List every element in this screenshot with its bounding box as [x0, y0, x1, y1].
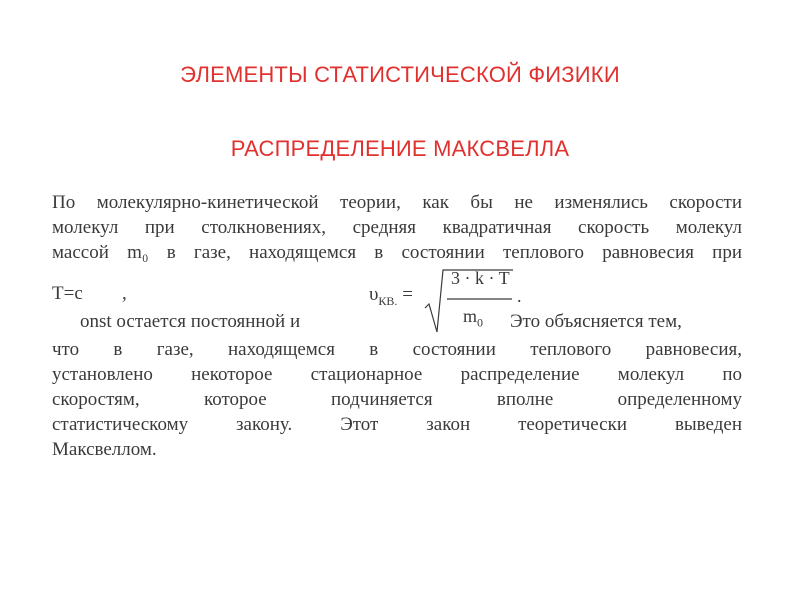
comma-fragment: ,: [122, 283, 127, 304]
paragraph-2-line: скоростям, которое подчиняется вполне определенному: [52, 389, 742, 410]
paragraph-1-line: молекул при столкновениях, средняя квадратичная скорость молекул: [52, 217, 742, 238]
paragraph-2: [52, 337, 742, 462]
paragraph-1: [52, 190, 742, 265]
slide-title: ЭЛЕМЕНТЫ СТАТИСТИЧЕСКОЙ ФИЗИКИ: [180, 62, 620, 87]
formula-denominator: [463, 306, 483, 331]
paragraph-2-line: что в газе, находящемся в состоянии теплового равновесия,: [52, 339, 742, 360]
formula-trailing: .: [517, 286, 522, 306]
paragraph-2-line: установлено некоторое стационарное распределение молекул по: [52, 364, 742, 385]
paragraph-1-line: массой m₀ в газе, находящемся в состоянии теплового равновесия при: [52, 242, 742, 263]
paragraph-2-line: Максвеллом.: [52, 439, 157, 460]
formula-lhs: [369, 284, 413, 309]
explains-fragment: Это объясняется тем,: [510, 311, 682, 332]
temperature-const-fragment: T=c: [52, 283, 83, 304]
formula-mass-symbol: m: [463, 306, 478, 326]
formula-velocity-symbol: υ: [369, 284, 379, 305]
paragraph-1-line: По молекулярно-кинетической теории, как бы не изменялись скорости: [52, 192, 742, 213]
onst-fragment: onst остается постоянной и: [80, 311, 301, 332]
formula-equals: =: [402, 284, 413, 305]
rms-speed-formula: [367, 266, 527, 336]
formula-numerator: 3 · k · T: [451, 268, 510, 288]
paragraph-2-line: статистическому закону. Этот закон теоретически выведен: [52, 414, 742, 435]
formula-mass-subscript: 0: [477, 315, 484, 330]
formula-velocity-subscript: КВ.: [378, 293, 398, 308]
slide-subtitle: РАСПРЕДЕЛЕНИЕ МАКСВЕЛЛА: [230, 136, 570, 161]
